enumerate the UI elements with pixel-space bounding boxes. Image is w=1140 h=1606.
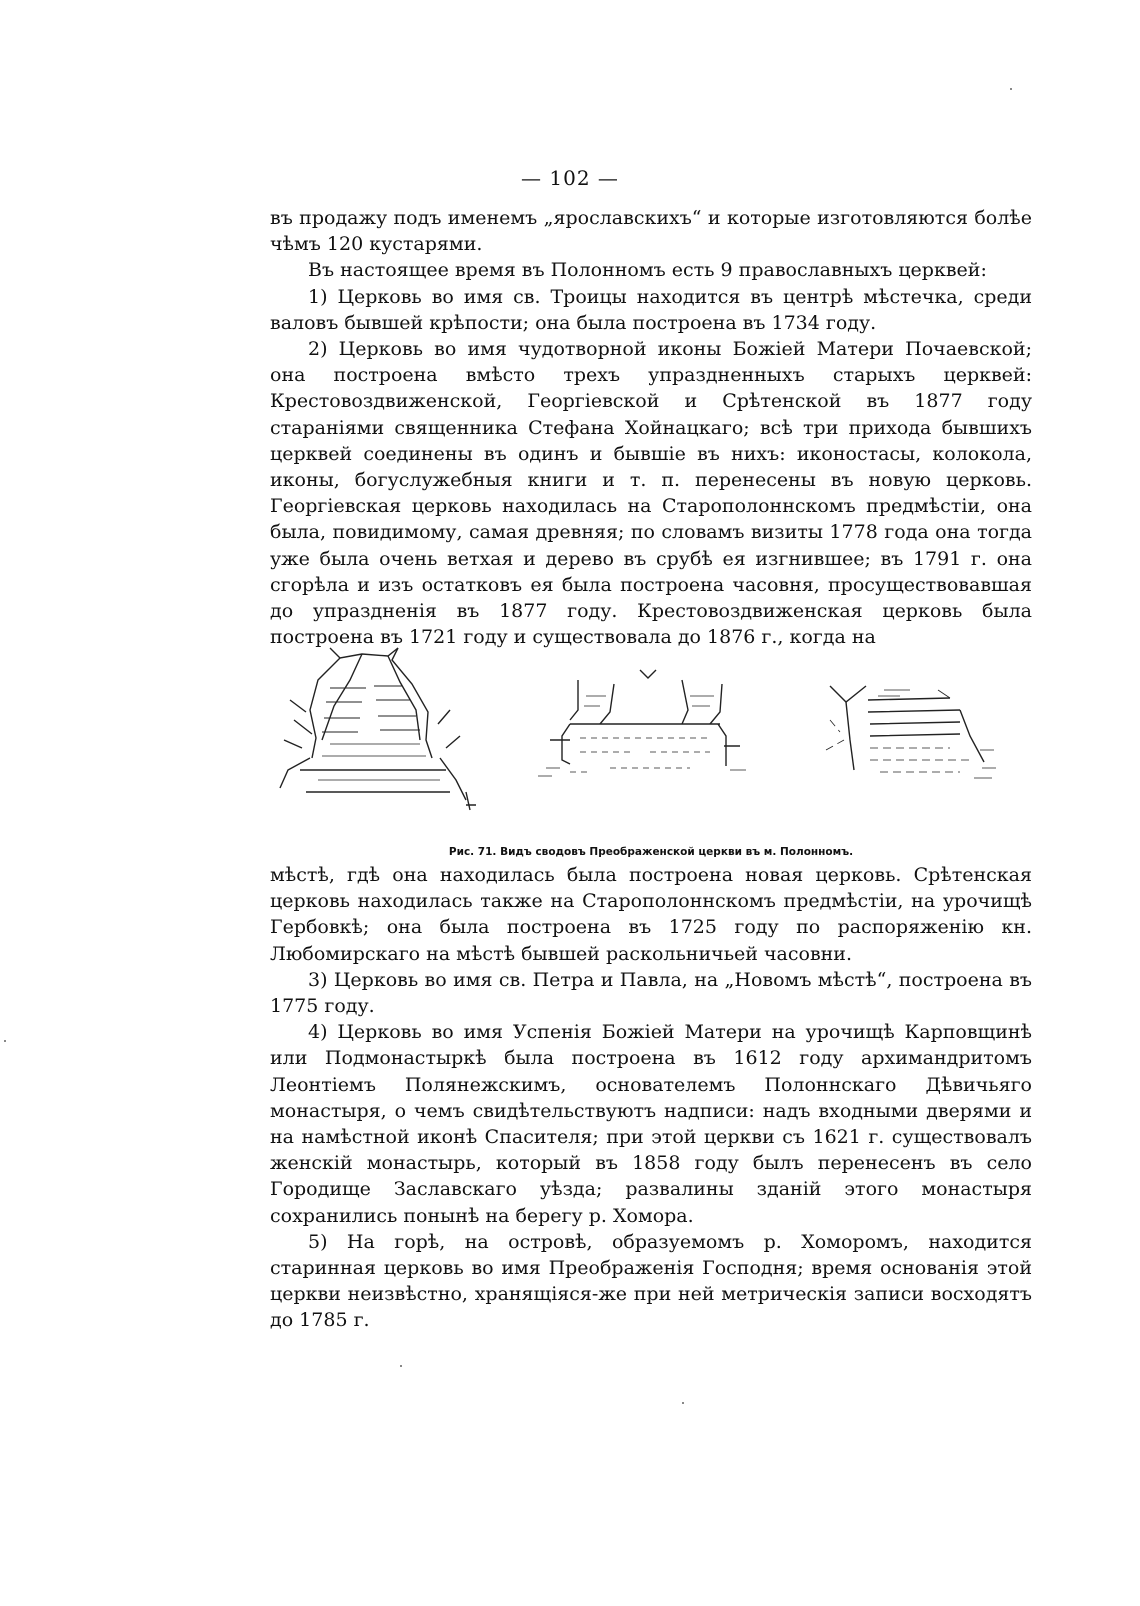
paragraph: мѣстѣ, гдѣ она находилась была построена новая церковь. Срѣтенская церковь находилась также на Старополоннскомъ предмѣстіи, на урочищѣ Гербовкѣ; она была построена въ 1725 году по распоряженію кн. Любомирскаго на мѣстѣ бывшей раскольничьей часовни. xyxy=(270,864,1032,965)
paragraph: 1) Церковь во имя св. Троицы находится въ центрѣ мѣстечка, среди валовъ бывшей крѣпости; она была построена въ 1734 году. xyxy=(270,285,1032,334)
figure-caption: Рис. 71. Видъ сводовъ Преображенской церкви въ м. Полонномъ. xyxy=(448,846,854,858)
paragraph: Въ настоящее время въ Полонномъ есть 9 православныхъ церквей: xyxy=(308,259,987,282)
paragraph: 4) Церковь во имя Успенія Божіей Матери на урочищѣ Карповщинѣ или Подмонастыркѣ была построена въ 1612 году архимандритомъ Леонтіемъ Полянежскимъ, основателемъ Полоннскаго Дѣвичьяго монастыря, о чемъ свидѣтельствуютъ надписи: надъ входными дверями и на намѣстной иконѣ Спасителя; при этой церкви съ 1621 г. существовалъ женскій монастырь, который въ 1858 году былъ перенесенъ въ село Городище Заславскаго уѣзда; развалины зданій этого монастыря сохранились понынѣ на берегу р. Хомора. xyxy=(270,1021,1032,1227)
scan-speck xyxy=(682,1402,684,1404)
lower-text xyxy=(270,862,1032,1334)
paragraph: 5) На горѣ, на островѣ, образуемомъ р. Хоморомъ, находится старинная церковь во имя Преображенія Господня; время основанія этой церкви неизвѣстно, хранящіяся-же при ней метрическія записи восходятъ до 1785 г. xyxy=(270,1230,1032,1332)
vault-drawings-figure xyxy=(270,640,1032,835)
vault-sketches xyxy=(270,640,1032,835)
scan-speck xyxy=(400,1365,402,1367)
paragraph: 2) Церковь во имя чудотворной иконы Божіей Матери Почаевской; она построена вмѣсто трехъ упраздненныхъ старыхъ церквей: Крестовоздвиженской, Георгіевской и Срѣтенской въ 1877 году стараніями священника Стефана Хойнацкаго; всѣ три прихода бывшихъ церквей соединены въ одинъ и бывшіе въ нихъ: иконостасы, колокола, иконы, богуслужебныя книги и т. п. перенесены въ новую церковь. Георгіевская церковь находилась на Старополоннскомъ предмѣстіи, она была, повидимому, самая древняя; по словамъ визиты 1778 года она тогда уже была очень ветхая и дерево въ срубѣ ея изгнившее; въ 1791 г. она сгорѣла и изъ остатковъ ея была построена часовня, просуществовавшая до упраздненія въ 1877 году. Крестовоздвиженская церковь была построена въ 1721 году и существовала до 1876 г., когда на xyxy=(270,338,1032,649)
paragraph: въ продажу подъ именемъ „ярославскихъ“ и которые изготовляются болѣе чѣмъ 120 кустарями. xyxy=(270,207,1032,256)
vault-sketch-right xyxy=(826,686,996,778)
vault-sketch-middle xyxy=(538,670,746,776)
scan-speck xyxy=(4,1040,6,1042)
paragraph: 3) Церковь во имя св. Петра и Павла, на „Новомъ мѣстѣ“, построена въ 1775 году. xyxy=(270,968,1032,1018)
page-number: — 102 — xyxy=(521,166,619,190)
upper-text xyxy=(270,205,1032,650)
vault-sketch-left xyxy=(280,648,476,810)
scan-speck xyxy=(1010,88,1012,90)
